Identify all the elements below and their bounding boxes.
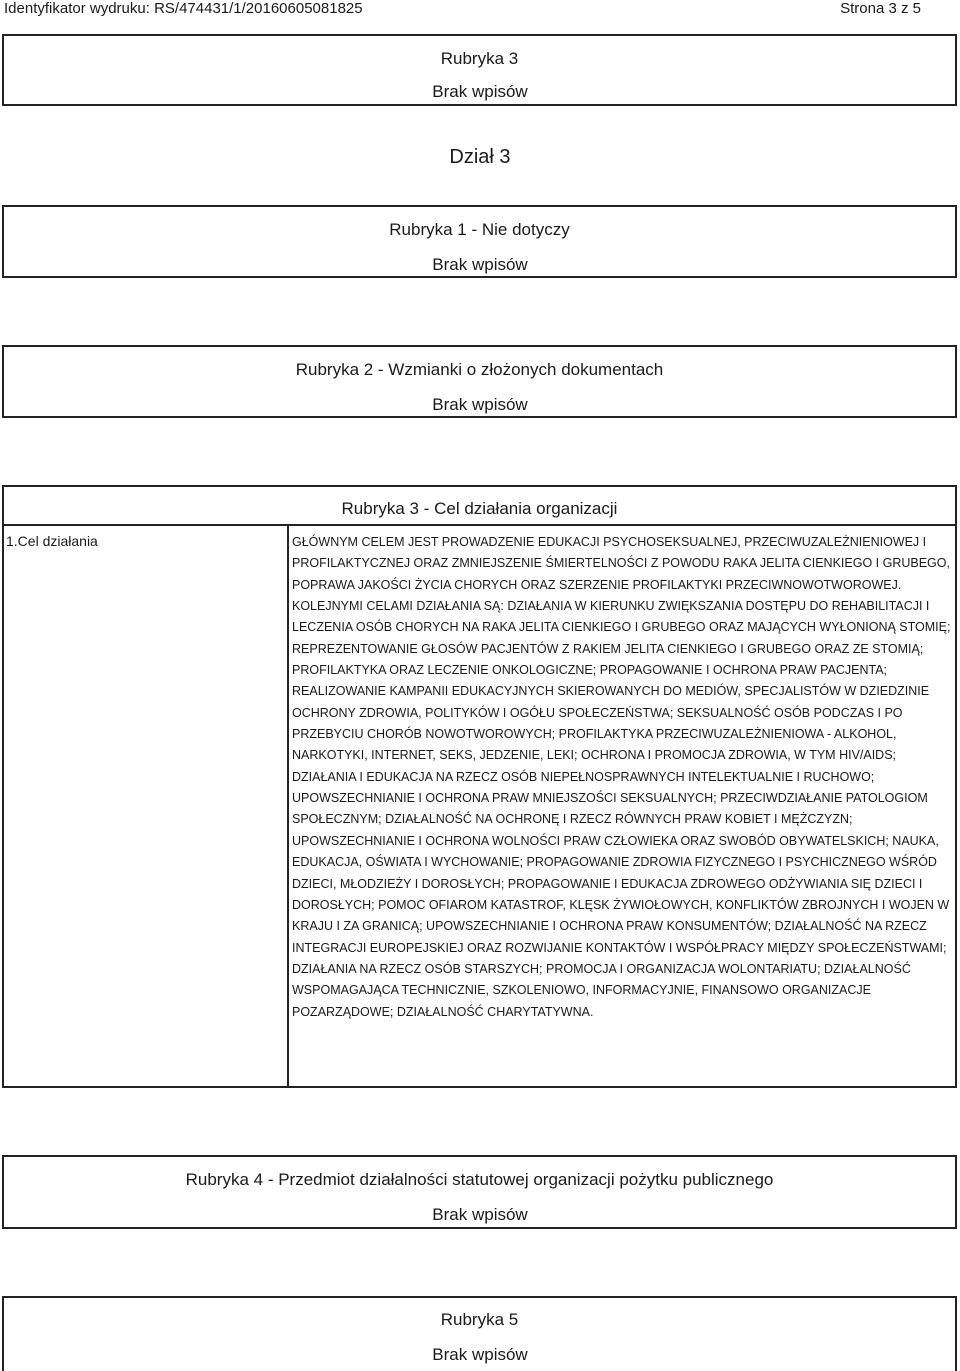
print-identifier: Identyfikator wydruku: RS/474431/1/20160605081825 — [4, 0, 363, 17]
rubryka-3-top-title: Rubryka 3 — [440, 49, 519, 68]
cel-dzialania-table — [2, 524, 957, 1088]
rubryka-3-box — [2, 485, 957, 526]
cel-dzialania-label: 1.Cel działania — [6, 533, 98, 549]
column-divider — [287, 526, 289, 1086]
rubryka-2-title: Rubryka 2 - Wzmianki o złożonych dokumentach — [295, 360, 664, 379]
cel-dzialania-paragraph-2: KOLEJNYMI CELAMI DZIAŁANIA SĄ: DZIAŁANIA W KIERUNKU ZWIĘKSZANIA DOSTĘPU DO REHABILITACJI I LECZENIA OSÓB CHORYCH NA RAKA JELITA CIENKIEGO I GRUBEGO ORAZ MAJĄCYCH WYŁONIONĄ STOMIĘ; REPREZENTOWANIE GŁOSÓW PACJENTÓW Z RAKIEM JELITA CIENKIEGO I GRUBEGO ORAZ ZE STOMIĄ; PROFILAKTYKA ORAZ LECZENIE ONKOLOGICZNE; PROPAGOWANIE I OCHRONA PRAW PACJENTA; REALIZOWANIE KAMPANII EDUKACYJNYCH SKIEROWANYCH DO MEDIÓW, SPECJALISTÓW W DZIEDZINIE OCHRONY ZDROWIA, POLITYKÓW I OGÓŁU SPOŁECZEŃSTWA; SEKSUALNOŚĆ OSÓB PODCZAS I PO PRZEBYCIU CHORÓB NOWOTWOROWYCH; PROFILAKTYKA PRZECIWUZALEŻNIENIOWA - ALKOHOL, NARKOTYKI, INTERNET, SEKS, JEDZENIE, LEKI; OCHRONA I PROMOCJA ZDROWIA, W TYM HIV/AIDS; DZIAŁANIA I EDUKACJA NA RZECZ OSÓB NIEPEŁNOSPRAWNYCH INTELEKTUALNIE I RUCHOWO; UPOWSZECHNIANIE I OCHRONA PRAW MNIEJSZOŚCI SEKSUALNYCH; PRZECIWDZIAŁANIE PATOLOGIOM SPOŁECZNYM; DZIAŁALNOŚĆ NA OCHRONĘ I RZECZ RÓWNYCH PRAW KOBIET I MĘŻCZYZN; UPOWSZECHNIANIE I OCHRONA WOLNOŚCI PRAW CZŁOWIEKA ORAZ SWOBÓD OBYWATELSKICH; NAUKA, EDUKACJA, OŚWIATA I WYCHOWANIE; PROPAGOWANIE ZDROWIA FIZYCZNEGO I PSYCHICZNEGO WŚRÓD DZIECI, MŁODZIEŻY I DOROSŁYCH; PROPAGOWANIE I EDUKACJA ZDROWEGO ODŻYWIANIA SIĘ DZIECI I DOROSŁYCH; POMOC OFIAROM KATASTROF, KLĘSK ŻYWIOŁOWYCH, KONFLIKTÓW ZBROJNYCH I WOJEN W KRAJU I ZA GRANICĄ; UPOWSZECHNIANIE I OCHRONA PRAW KONSUMENTÓW; DZIAŁALNOŚĆ NA RZECZ INTEGRACJI EUROPEJSKIEJ ORAZ ROZWIJANIE KONTAKTÓW I WSPÓŁPRACY MIĘDZY SPOŁECZEŃSTWAMI; DZIAŁANIA NA RZECZ OSÓB STARSZYCH; PROMOCJA I ORGANIZACJA WOLONTARIATU; DZIAŁALNOŚĆ WSPOMAGAJĄCA TECHNICZNIE, SZKOLENIOWO, INFORMACYJNIE, FINANSOWO ORGANIZACJE POZARZĄDOWE; DZIAŁALNOŚĆ CHARYTATYWNA. — [292, 599, 951, 1019]
rubryka-4-value: Brak wpisów — [432, 1205, 528, 1224]
rubryka-5-title: Rubryka 5 — [440, 1310, 519, 1329]
rubryka-5-value: Brak wpisów — [432, 1345, 528, 1364]
cel-dzialania-content — [292, 532, 952, 1023]
rubryka-2-value: Brak wpisów — [432, 395, 528, 414]
rubryka-1-title: Rubryka 1 - Nie dotyczy — [389, 220, 570, 239]
dzial-title: Dział 3 — [449, 146, 511, 168]
page-number: Strona 3 z 5 — [840, 0, 921, 17]
rubryka-1-value: Brak wpisów — [432, 255, 528, 274]
rubryka-3-title: Rubryka 3 - Cel działania organizacji — [341, 499, 618, 518]
cel-dzialania-paragraph-1: GŁÓWNYM CELEM JEST PROWADZENIE EDUKACJI PSYCHOSEKSUALNEJ, PRZECIWUZALEŻNIENIOWEJ I PROFILAKTYCZNEJ ORAZ ZMNIEJSZENIE ŚMIERTELNOŚCI Z POWODU RAKA JELITA CIENKIEGO I GRUBEGO, POPRAWA JAKOŚCI ŻYCIA CHORYCH ORAZ SZERZENIE PROFILAKTYKI PRZECIWNOWOTWOROWEJ. — [292, 535, 950, 592]
rubryka-3-top-value: Brak wpisów — [432, 82, 528, 101]
rubryka-4-title: Rubryka 4 - Przedmiot działalności statutowej organizacji pożytku publicznego — [185, 1170, 774, 1189]
